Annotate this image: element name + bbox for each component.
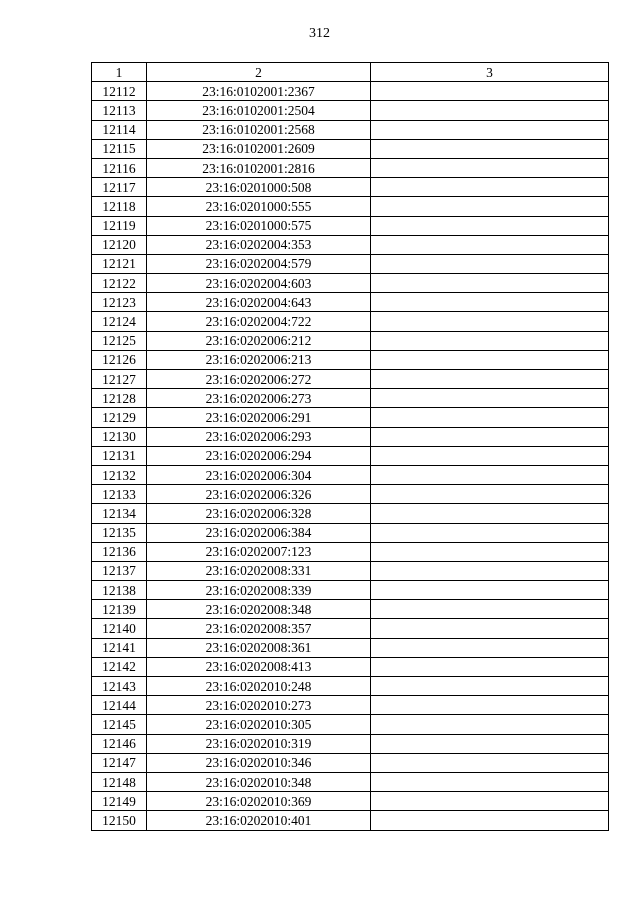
table-header (92, 63, 609, 82)
row-number-cell: 12115 (92, 139, 147, 158)
table-row (92, 178, 609, 197)
row-number-cell: 12131 (92, 446, 147, 465)
cadastral-number-cell: 23:16:0202004:353 (147, 235, 371, 254)
table-row (92, 101, 609, 120)
cadastral-number-cell: 23:16:0202010:248 (147, 677, 371, 696)
table-row (92, 811, 609, 830)
row-number-cell: 12149 (92, 792, 147, 811)
table-row (92, 561, 609, 580)
row-number-cell: 12113 (92, 101, 147, 120)
cadastral-number-cell: 23:16:0202006:293 (147, 427, 371, 446)
row-number-cell: 12144 (92, 696, 147, 715)
row-number-cell: 12132 (92, 465, 147, 484)
note-cell (371, 427, 609, 446)
table-row (92, 82, 609, 101)
table-row (92, 389, 609, 408)
note-cell (371, 197, 609, 216)
row-number-cell: 12134 (92, 504, 147, 523)
row-number-cell: 12137 (92, 561, 147, 580)
cadastral-number-cell: 23:16:0102001:2504 (147, 101, 371, 120)
table-row (92, 274, 609, 293)
cadastral-number-cell: 23:16:0102001:2367 (147, 82, 371, 101)
cadastral-number-cell: 23:16:0202006:212 (147, 331, 371, 350)
cadastral-number-cell: 23:16:0202008:413 (147, 657, 371, 676)
row-number-cell: 12135 (92, 523, 147, 542)
table-row (92, 331, 609, 350)
note-cell (371, 158, 609, 177)
header-cell-col-2: 2 (147, 63, 371, 82)
note-cell (371, 465, 609, 484)
row-number-cell: 12129 (92, 408, 147, 427)
table-row (92, 600, 609, 619)
row-number-cell: 12122 (92, 274, 147, 293)
row-number-cell: 12140 (92, 619, 147, 638)
table-row (92, 523, 609, 542)
cadastral-number-cell: 23:16:0202006:328 (147, 504, 371, 523)
table-row (92, 657, 609, 676)
note-cell (371, 178, 609, 197)
cadastral-number-cell: 23:16:0102001:2816 (147, 158, 371, 177)
note-cell (371, 600, 609, 619)
table-row (92, 677, 609, 696)
row-number-cell: 12118 (92, 197, 147, 216)
note-cell (371, 542, 609, 561)
cadastral-number-cell: 23:16:0202004:722 (147, 312, 371, 331)
row-number-cell: 12121 (92, 254, 147, 273)
cadastral-number-cell: 23:16:0202008:331 (147, 561, 371, 580)
cadastral-number-cell: 23:16:0202008:357 (147, 619, 371, 638)
row-number-cell: 12133 (92, 485, 147, 504)
cadastral-number-cell: 23:16:0201000:508 (147, 178, 371, 197)
table-row (92, 139, 609, 158)
note-cell (371, 120, 609, 139)
note-cell (371, 350, 609, 369)
cadastral-number-cell: 23:16:0201000:575 (147, 216, 371, 235)
cadastral-number-cell: 23:16:0202006:384 (147, 523, 371, 542)
table-row (92, 792, 609, 811)
table-row (92, 696, 609, 715)
cadastral-number-cell: 23:16:0202010:369 (147, 792, 371, 811)
row-number-cell: 12120 (92, 235, 147, 254)
row-number-cell: 12128 (92, 389, 147, 408)
table-row (92, 293, 609, 312)
note-cell (371, 792, 609, 811)
cadastral-number-cell: 23:16:0202010:348 (147, 772, 371, 791)
cadastral-number-cell: 23:16:0202008:339 (147, 581, 371, 600)
note-cell (371, 331, 609, 350)
note-cell (371, 772, 609, 791)
table-row (92, 734, 609, 753)
note-cell (371, 677, 609, 696)
note-cell (371, 619, 609, 638)
note-cell (371, 408, 609, 427)
table-body (92, 82, 609, 830)
table-row (92, 408, 609, 427)
note-cell (371, 139, 609, 158)
row-number-cell: 12141 (92, 638, 147, 657)
cadastral-number-cell: 23:16:0202006:213 (147, 350, 371, 369)
note-cell (371, 254, 609, 273)
table-row (92, 485, 609, 504)
page-number: 312 (309, 26, 330, 41)
row-number-cell: 12143 (92, 677, 147, 696)
cadastral-number-cell: 23:16:0201000:555 (147, 197, 371, 216)
cadastral-number-cell: 23:16:0202004:643 (147, 293, 371, 312)
cadastral-number-cell: 23:16:0202006:326 (147, 485, 371, 504)
cadastral-number-cell: 23:16:0202006:272 (147, 370, 371, 389)
table-row (92, 370, 609, 389)
row-number-cell: 12136 (92, 542, 147, 561)
row-number-cell: 12114 (92, 120, 147, 139)
row-number-cell: 12112 (92, 82, 147, 101)
note-cell (371, 657, 609, 676)
row-number-cell: 12139 (92, 600, 147, 619)
note-cell (371, 389, 609, 408)
row-number-cell: 12119 (92, 216, 147, 235)
row-number-cell: 12150 (92, 811, 147, 830)
cadastral-number-cell: 23:16:0202008:361 (147, 638, 371, 657)
cadastral-number-cell: 23:16:0202004:603 (147, 274, 371, 293)
register-table (91, 62, 609, 831)
note-cell (371, 638, 609, 657)
row-number-cell: 12125 (92, 331, 147, 350)
table-row (92, 312, 609, 331)
row-number-cell: 12142 (92, 657, 147, 676)
cadastral-number-cell: 23:16:0102001:2609 (147, 139, 371, 158)
cadastral-number-cell: 23:16:0102001:2568 (147, 120, 371, 139)
note-cell (371, 370, 609, 389)
cadastral-number-cell: 23:16:0202010:401 (147, 811, 371, 830)
header-cell-col-1: 1 (92, 63, 147, 82)
row-number-cell: 12117 (92, 178, 147, 197)
table-row (92, 581, 609, 600)
note-cell (371, 715, 609, 734)
cadastral-number-cell: 23:16:0202010:319 (147, 734, 371, 753)
table-row (92, 542, 609, 561)
note-cell (371, 811, 609, 830)
table-row (92, 715, 609, 734)
note-cell (371, 82, 609, 101)
table-row (92, 254, 609, 273)
table-row (92, 120, 609, 139)
table-row (92, 638, 609, 657)
table-row (92, 772, 609, 791)
header-row (92, 63, 609, 82)
note-cell (371, 504, 609, 523)
note-cell (371, 581, 609, 600)
note-cell (371, 753, 609, 772)
row-number-cell: 12148 (92, 772, 147, 791)
row-number-cell: 12147 (92, 753, 147, 772)
row-number-cell: 12130 (92, 427, 147, 446)
row-number-cell: 12123 (92, 293, 147, 312)
cadastral-number-cell: 23:16:0202006:273 (147, 389, 371, 408)
row-number-cell: 12124 (92, 312, 147, 331)
cadastral-number-cell: 23:16:0202010:305 (147, 715, 371, 734)
note-cell (371, 101, 609, 120)
table-row (92, 504, 609, 523)
row-number-cell: 12116 (92, 158, 147, 177)
note-cell (371, 235, 609, 254)
table-row (92, 216, 609, 235)
cadastral-number-cell: 23:16:0202004:579 (147, 254, 371, 273)
note-cell (371, 734, 609, 753)
cadastral-number-cell: 23:16:0202006:304 (147, 465, 371, 484)
note-cell (371, 312, 609, 331)
table-row (92, 619, 609, 638)
note-cell (371, 696, 609, 715)
row-number-cell: 12127 (92, 370, 147, 389)
table-row (92, 350, 609, 369)
table-row (92, 753, 609, 772)
table-row (92, 446, 609, 465)
row-number-cell: 12138 (92, 581, 147, 600)
row-number-cell: 12146 (92, 734, 147, 753)
cadastral-number-cell: 23:16:0202010:273 (147, 696, 371, 715)
cadastral-number-cell: 23:16:0202007:123 (147, 542, 371, 561)
cadastral-number-cell: 23:16:0202010:346 (147, 753, 371, 772)
header-cell-col-3: 3 (371, 63, 609, 82)
note-cell (371, 216, 609, 235)
note-cell (371, 485, 609, 504)
cadastral-number-cell: 23:16:0202006:291 (147, 408, 371, 427)
note-cell (371, 561, 609, 580)
cadastral-number-cell: 23:16:0202006:294 (147, 446, 371, 465)
table-row (92, 427, 609, 446)
note-cell (371, 446, 609, 465)
table-row (92, 465, 609, 484)
note-cell (371, 523, 609, 542)
table-row (92, 197, 609, 216)
row-number-cell: 12145 (92, 715, 147, 734)
table-row (92, 235, 609, 254)
row-number-cell: 12126 (92, 350, 147, 369)
cadastral-number-cell: 23:16:0202008:348 (147, 600, 371, 619)
table-row (92, 158, 609, 177)
note-cell (371, 274, 609, 293)
note-cell (371, 293, 609, 312)
